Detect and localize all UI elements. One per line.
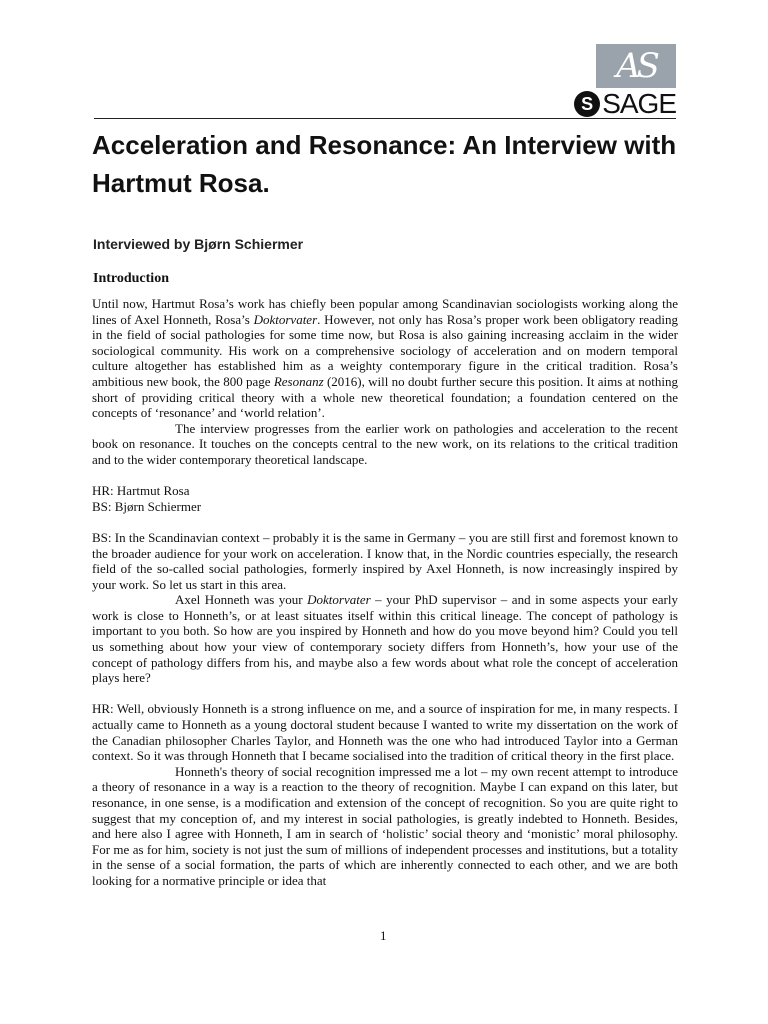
speaker-bs: BS: Bjørn Schiermer (92, 498, 202, 514)
italic-term: Doktorvater (307, 592, 371, 608)
journal-logo (596, 44, 676, 88)
bs-question-paragraph-1: BS: In the Scandinavian context – probably it is the same in Germany – you are still first and foremost known to the broader audience for your work on acceleration. I know that, in the Nordic countries especially, the research field of the so-called social pathologies, formerly inspired by Axel Honneth, is now increasingly inspired by your work. So let us start in this area. (92, 529, 678, 592)
hr-answer-paragraph-1: HR: Well, obviously Honneth is a strong influence on me, and a source of inspiration for me, in many respects. I actually came to Honneth as a young doctoral student because I wanted to write my dissertation on the work of the Canadian philosopher Charles Taylor, and Honneth was the one who had introduced Taylor into a German context. So it was through Honneth that I became socialised into the tradition of critical theory in the first place. (92, 701, 678, 764)
byline: Interviewed by Bjørn Schiermer (93, 236, 304, 252)
article-body (92, 296, 678, 889)
section-heading: Introduction (93, 271, 169, 286)
intro-paragraph-2: The interview progresses from the earlier work on pathologies and acceleration to the recent book on resonance. It touches on the concepts central to the new work, on its relations to the critical tradition and to the wider contemporary theoretical landscape. (92, 420, 678, 467)
page-number: 1 (380, 928, 387, 943)
italic-book-title: Resonanz (273, 373, 324, 389)
hr-answer-paragraph-2: Honneth's theory of social recognition impressed me a lot – my own recent attempt to introduce a theory of resonance in a way is a reaction to the theory of recognition. Maybe I can expand on this later, but resonance, in one sense, is a modification and extension of the concept of recognition. So you are quite right to suggest that my conception of, and my interest in social pathologies, is greatly indebted to Honneth. Besides, and here also I agree with Honneth, I am in search of ‘holistic’ social theory and ‘monistic’ moral philosophy. For me as for him, society is not just the sum of millions of independent processes and institutions, but a totality in the sense of a social formation, the parts of which are inherently connected to each other, and we are both looking for a normative principle or idea that (92, 763, 678, 888)
sage-wordmark: SAGE (602, 88, 676, 119)
journal-logo-mark: AS (616, 46, 656, 86)
sage-circle-icon: S (574, 91, 600, 117)
intro-paragraph-1: Until now, Hartmut Rosa’s work has chiefly been popular among Scandinavian sociologists working along the lines of Axel Honneth, Rosa’s Doktorvater. However, not only has Rosa’s proper work been obligatory reading in the field of social pathologies for some time now, but Rosa is also gaining increasing acclaim in the wider sociological community. His work on a comprehensive sociology of acceleration and on modern temporal culture altogether has established him as a weighty contemporary figure in the critical tradition. Rosa’s ambitious new book, the 800 page Resonanz (2016), will no doubt further secure this position. It aims at nothing short of providing critical theory with a whole new theoretical foundation; a foundation centered on the concepts of ‘resonance’ and ‘world relation’. (92, 296, 678, 421)
header-rule (94, 118, 676, 119)
speaker-hr: HR: Hartmut Rosa (92, 483, 190, 499)
article-title: Acceleration and Resonance: An Interview with Hartmut Rosa. (92, 130, 677, 198)
italic-term: Doktorvater (253, 311, 318, 327)
bs-question-paragraph-2: Axel Honneth was your Doktorvater – your PhD supervisor – and in some aspects your early work is close to Honneth’s, or at least situates itself within this critical lineage. The concept of pathology is important to you both. So how are you inspired by Honneth and how do you move beyond him? Could you tell us something about how your view of contemporary society differs from Honneth’s, how your use of the concept of pathology differs from his, and maybe also a few words about what role the concept of acceleration plays here? (92, 592, 678, 686)
sage-logo (574, 90, 676, 118)
